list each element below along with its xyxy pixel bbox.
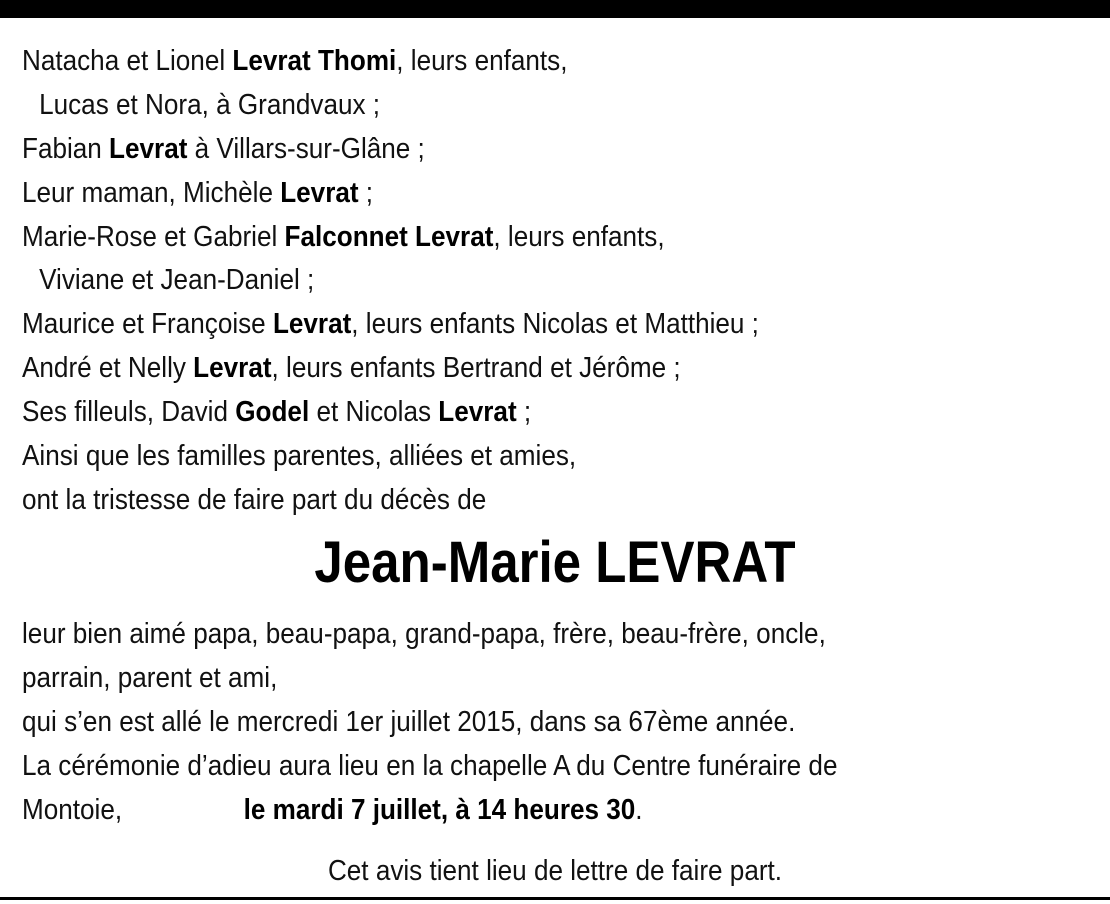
family-line: [22, 40, 985, 84]
family-text: Fabian: [22, 132, 110, 165]
family-line: [22, 172, 985, 216]
top-rule: [0, 0, 1110, 18]
family-line: [22, 259, 985, 303]
family-text: Leur maman, Michèle: [22, 176, 281, 209]
family-text: André et Nelly: [22, 352, 194, 385]
ceremony-time-line: [22, 788, 985, 832]
family-text: , leurs enfants Bertrand et Jérôme ;: [271, 352, 681, 385]
ceremony-time: le mardi 7 juillet, à 14 heures 30: [243, 794, 636, 826]
date-of-death-line: qui s’en est allé le mercredi 1er juillet 2015, dans sa 67ème année.: [22, 706, 796, 738]
family-list: [22, 40, 1092, 523]
family-text: Ainsi que les familles parentes, alliées et amies,: [22, 440, 577, 473]
family-line: [22, 84, 985, 128]
family-text: , leurs enfants Nicolas et Matthieu ;: [351, 308, 759, 341]
family-text: , leurs enfants,: [396, 45, 568, 77]
family-text: Viviane et Jean-Daniel ;: [39, 264, 315, 297]
family-text: et Nicolas: [309, 396, 439, 429]
family-text: Maurice et Françoise: [22, 308, 273, 341]
relationship-line-2: parrain, parent et ami,: [22, 662, 278, 694]
family-text: Marie-Rose et Gabriel: [22, 220, 285, 253]
family-surname: Levrat: [109, 132, 188, 165]
family-text: Lucas et Nora, à Grandvaux ;: [39, 88, 381, 121]
family-line: [22, 435, 985, 479]
family-text: ;: [358, 176, 374, 209]
family-text: Ses filleuls, David: [22, 396, 236, 429]
family-surname: Levrat: [438, 396, 517, 429]
family-surname: Levrat: [272, 308, 352, 341]
deceased-name: Jean-Marie LEVRAT: [314, 530, 796, 595]
family-text: Natacha et Lionel: [22, 45, 233, 77]
family-line: [22, 347, 985, 391]
notice-text: Cet avis tient lieu de lettre de faire part.: [327, 855, 783, 887]
family-line: [22, 216, 985, 260]
family-surname: Godel: [235, 396, 310, 429]
ceremony-time-end: .: [635, 794, 643, 826]
family-line: [22, 479, 985, 523]
obituary-details: [22, 612, 1092, 832]
family-line: [22, 391, 985, 435]
family-text: à Villars-sur-Glâne ;: [187, 132, 425, 165]
ceremony-place-name: Montoie,: [22, 794, 123, 826]
family-line: [22, 128, 985, 172]
family-text: ;: [516, 396, 532, 429]
family-surname: Falconnet Levrat: [284, 220, 494, 253]
family-surname: Levrat: [193, 352, 272, 385]
family-surname: Levrat Thomi: [232, 45, 397, 77]
family-surname: Levrat: [280, 176, 359, 209]
family-line: [22, 303, 985, 347]
relationship-line-1: leur bien aimé papa, beau-papa, grand-papa, frère, beau-frère, oncle,: [22, 618, 826, 650]
family-text: ont la tristesse de faire part du décès de: [22, 483, 487, 516]
ceremony-place-line: La cérémonie d’adieu aura lieu en la chapelle A du Centre funéraire de: [22, 750, 838, 782]
bottom-rule: [0, 897, 1110, 900]
family-text: , leurs enfants,: [493, 220, 665, 253]
